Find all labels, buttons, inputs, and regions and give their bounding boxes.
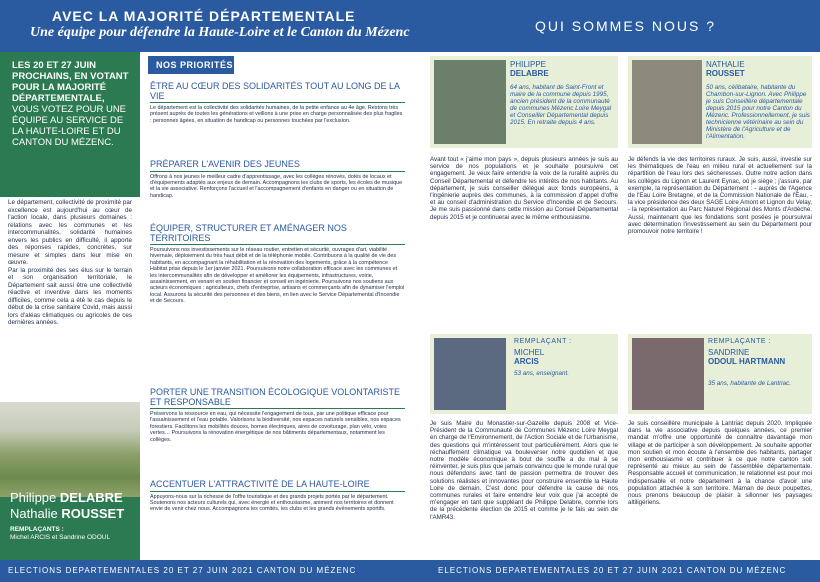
text-arcis: Je suis Maire du Monastier-sur-Gazeille depuis 2008 et Vice-Président de la Communauté de Communes Mézenc Loire Meygal en charge de l'Environnement, de l'Action Sociale et de l'Urbanisme, des questions qui m'intéressent tout particulièrement. Alors que le réchauffement climatique va bouleverser notre quotidien et que notre modèle économique à bout de souffle a du mal à se réinventer, je suis plus que jamais convaincu que le monde rural que nous défendons avec tant de passion permettra de trouver des solutions réalistes et innovantes pour construire ensemble la Haute Loire de demain. C'est donc pour défendre la cause de nos communes rurales et faire entendre leur voix que j'ai accepté de m'engager en tant que suppléant de Philippe Delabre, comme lors de la précédente élection de 2015 et comme je le fais au sein de l'AMR43. (430, 420, 618, 521)
card-role: REMPLAÇANTE : (708, 338, 771, 345)
lead-text (12, 60, 132, 148)
header-right-title: QUI SOMMES NOUS ? (535, 18, 717, 34)
priorities-bar: NOS PRIORITÉS (148, 56, 234, 74)
section-heading: ÊTRE AU CŒUR DES SOLIDARITÉS TOUT AU LONG DE LA VIE (150, 82, 405, 103)
portrait-odoul (632, 338, 704, 410)
section-heading: PORTER UNE TRANSITION ÉCOLOGIQUE VOLONTARISTE ET RESPONSABLE (150, 388, 405, 409)
card-name (708, 348, 808, 366)
card-bio: 53 ans, enseignant. (514, 370, 569, 377)
remp-label: REMPLAÇANTS : (10, 526, 64, 533)
footer (0, 560, 820, 582)
section-text: Préservons la ressource en eau, qui nécessite l'engagement de tous, par une politique efficace pour l'assainissement et l'eau potable. Valorisons la biodiversité, nos espaces naturels sensibles, nos espaces forestiers. Facilitons les mobilités douces, bornes électriques, aires de covoiturage, plan vélo, voies vertes… Poursuivons la rénovation énergétique de nos bâtiments départementaux, notamment les collèges. (150, 411, 401, 443)
first-name: NATHALIE (706, 60, 745, 69)
section-text: Le département est la collectivité des solidarités humaines, de la petite enfance au 4e âge. Restons très présent auprès de toutes les générations et veillons à une prise en charge personnalisée des plus fragiles : personnes âgées, en situation de handicap ou personnes touchées par l'exclusion. (150, 105, 403, 124)
substitutes (10, 526, 110, 542)
remp-names: Michel ARCIS et Sandrine ODOUL (10, 534, 111, 541)
first-name: SANDRINE (708, 348, 750, 357)
card-arcis (430, 334, 618, 414)
left-column (0, 52, 140, 560)
section-heading: ACCENTUER L'ATTRACTIVITÉ DE LA HAUTE-LOIRE (150, 480, 405, 492)
candidate-names (10, 490, 124, 522)
first-name: PHILIPPE (510, 60, 547, 69)
section-solidarites (150, 82, 405, 124)
text-delabre: Avant tout « j'aime mon pays », depuis plusieurs années je suis au service de nos populations et je souhaite poursuivre cet engagement. Je veux faire entendre la voix de la ruralité auprès du Conseil Départemental et défendre les intérêts de nos habitants. Au département, je suis conseiller délégué aux fonds européens, à l'ingénierie auprès des communes, à la commission d'appel d'offre et au conseil d'administration du Service d'Incendie et de Secours. Je me suis passionné dans cette mission au Conseil Départemental depuis 2015 et je continuerai avec le même enthousiasme. (430, 156, 618, 221)
section-text: Poursuivons nos investissements sur le réseau routier, entretien et sécurité, ouvrages d'art, viabilité hivernale, déploiement du très haut débit et de la téléphonie mobile. Contribuons à la qualité de vie des habitants, en accompagnant la réhabilitation et la rénovation des logements, grâce à la compétence Habitat prise depuis le 1er janvier 2021. Poursuivons notre collaboration efficace avec les communes et les intercommunalités afin de développer et améliorer les équipements, infrastructures, voirie, assainissement, en venant en soutien financier et conseil en ingénierie. Poursuivons nos soutiens aux acteurs économiques : agriculteurs, chefs d'entreprise, artisans et commerçants afin de dynamiser l'emploi local. Assurons la sécurité des personnes et des biens, en lien avec le Service Départemental d'Incendie et de Secours. (150, 247, 405, 305)
landscape-photo (0, 402, 140, 497)
text-rousset: Je défends la vie des territoires ruraux. Je suis, aussi, investie sur les thématiques de l'eau en milieu rural et actuellement sur la répartition de l'eau lors des sécheresses. Outre notre action dans les collèges du Lignon et Laurent Eynac, où je siège ; j'assure, par exemple, la représentation du Département : - auprès de l'Agence de l'Eau Loire Bretagne, et de la Commission Nationale de l'Eau, - la vice présidence des deux SAGE Loire Amont et Lignon du Velay, - la représentation au Parc Naturel Régional des Monts d'Ardèche. Aussi, maintenant que les fondations sont posées je poursuivrai avec détermination l'investissement au sein du Département pour promouvoir notre territoire ! (628, 156, 812, 236)
portrait-rousset (632, 60, 702, 144)
lead-rest: VOUS VOTEZ POUR UNE ÉQUIPE AU SERVICE DE LA HAUTE-LOIRE ET DU CANTON DU MÉZENC. (12, 104, 127, 148)
name1-last: DELABRE (59, 490, 123, 505)
section-jeunes (150, 160, 405, 199)
card-name (514, 348, 544, 366)
candidates-column (410, 52, 820, 560)
section-text: Offrons à nos jeunes le meilleur cadre d'apprentissage, avec les collèges rénovés, dotés de locaux et d'équipements adaptés aux enjeux de demain. Accompagnons les clubs de sports, les écoles de musique et la vie associative. Renforçons l'accueil et l'accompagnement d'enfants en danger ou en situation de handicap. (150, 173, 403, 199)
card-delabre (430, 56, 618, 148)
left-body-p2: Par la proximité des ses élus sur le terrain et son organisation territoriale, le Département sait aussi être une collectivité réactive et inventive dans les moments difficiles, comme cela a été le cas depuis le début de la crise sanitaire Covid, mais aussi lors d'aléas climatiques ou agricoles de ces dernières années. (8, 266, 132, 326)
header (0, 0, 820, 52)
left-body-p1: Le département, collectivité de proximité par excellence est aujourd'hui au cœur de l'action locale, dans plusieurs domaines : relations avec les communes et les intercommunalités, solidarité humaines envers les publics en difficulté, il apporte des réponses rapides, concrètes, sur mesure et simples dans leur mise en œuvre. (8, 199, 132, 266)
footer-left: ELECTIONS DEPARTEMENTALES 20 ET 27 JUIN 2021 CANTON DU MÉZENC (8, 566, 357, 575)
left-body (0, 197, 140, 402)
last-name: DELABRE (510, 69, 549, 78)
section-ecologie (150, 388, 405, 443)
section-text: Appuyons-nous sur la richesse de l'offre touristique et des grands projets portés par le département. Soutenons nos acteurs culturels qui, avec énergie et enthousiasme, animent nos territoires et donnent envie de venir chez nous. Accompagnons les comités, les clubs et les grands événements sportifs. (150, 493, 394, 513)
card-bio: 35 ans, habitante de Lantriac. (708, 380, 791, 387)
card-name (510, 60, 549, 78)
portrait-delabre (434, 60, 506, 144)
section-heading: ÉQUIPER, STRUCTURER ET AMÉNAGER NOS TERRITOIRES (150, 224, 405, 245)
card-bio: 50 ans, célibataire, habitante du Chambon-sur-Lignon. Avec Philippe je suis Conseillère départementale depuis 2015 pour notre Canton du Mézenc. Professionnellement, je suis technicienne vétérinaire au sein du Ministère de l'Agriculture et de l'Alimentation. (706, 84, 810, 140)
footer-right: ELECTIONS DEPARTEMENTALES 20 ET 27 JUIN 2021 CANTON DU MÉZENC (438, 566, 787, 575)
card-name (706, 60, 745, 78)
lead-bold: LES 20 ET 27 JUIN PROCHAINS, EN VOTANT POUR LA MAJORITÉ DÉPARTEMENTALE, (12, 60, 129, 104)
portrait-arcis (434, 338, 506, 410)
card-bio: 64 ans, habitant de Saint-Front et maire de la commune depuis 1995, ancien président de la communauté de communes Mézenc Loire Meygal et Conseiller Départemental depuis 2015. En retraite depuis 4 ans. (510, 84, 612, 126)
card-odoul (628, 334, 812, 414)
text-odoul: Je suis conseillère municipale à Lantriac depuis 2020. Impliquée dans la vie associative depuis quelques années, ce premier mandat m'offre une opportunité de connaître davantage mon village et de participer à son développement. Je souhaite apporter mon soutien et mon écoute à l'ensemble des habitants, partager mon enthousiasme et contribuer à ce que notre canton soit représenté au mieux au sein de l'assemblée départementale. Responsable accueil et communication, le relationnel est pour moi indispensable et notre département à la chance d'avoir une population attachée à son territoire. Maman de deux poupettes, nous prenons beaucoup de plaisir à sillonner les paysages altiligériens. (628, 420, 812, 507)
name2-first: Nathalie (10, 506, 58, 521)
last-name: ODOUL HARTMANN (708, 357, 786, 366)
name2-last: ROUSSET (61, 506, 125, 521)
last-name: ROUSSET (706, 69, 745, 78)
card-role: REMPLAÇANT : (514, 338, 572, 345)
section-heading: PRÉPARER L'AVENIR DES JEUNES (150, 160, 405, 172)
name1-first: Philippe (10, 490, 57, 505)
card-rousset (628, 56, 812, 148)
header-subtitle: Une équipe pour défendre la Haute-Loire et le Canton du Mézenc (30, 25, 410, 40)
section-territoires (150, 224, 405, 305)
first-name: MICHEL (514, 348, 545, 357)
header-title: AVEC LA MAJORITÉ DÉPARTEMENTALE (52, 8, 356, 24)
last-name: ARCIS (514, 357, 539, 366)
section-attractivite (150, 480, 405, 513)
priorities-column (140, 52, 410, 560)
